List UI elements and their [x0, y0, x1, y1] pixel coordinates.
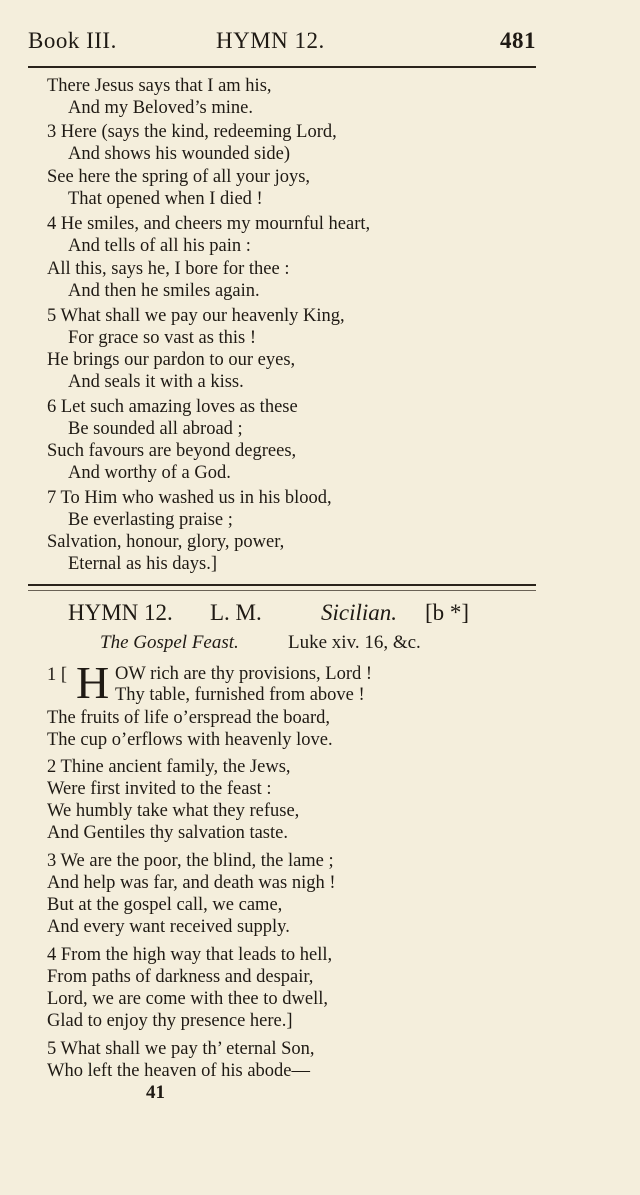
- verse-line: 5 What shall we pay our heavenly King,: [47, 306, 345, 326]
- verse-line: Eternal as his days.]: [68, 554, 217, 574]
- scripture-reference: Luke xiv. 16, &c.: [288, 632, 421, 653]
- book-label: Book III.: [28, 28, 117, 53]
- verse-line: 2 Thine ancient family, the Jews,: [47, 757, 291, 777]
- verse-line: Be everlasting praise ;: [68, 510, 233, 530]
- header-rule: [28, 66, 536, 68]
- verse-line: And tells of all his pain :: [68, 236, 251, 256]
- verse-line: And help was far, and death was nigh !: [47, 873, 336, 893]
- hymn-title: HYMN 12.: [68, 600, 173, 625]
- verse-line: And seals it with a kiss.: [68, 372, 244, 392]
- verse-line: Who left the heaven of his abode—: [47, 1061, 311, 1081]
- verse-line: From paths of darkness and despair,: [47, 967, 314, 987]
- verse-line: Salvation, honour, glory, power,: [47, 532, 285, 552]
- running-head: [28, 28, 536, 62]
- verse-line: And Gentiles thy salvation taste.: [47, 823, 288, 843]
- verse-line: That opened when I died !: [68, 189, 263, 209]
- verse-line: Thy table, furnished from above !: [115, 685, 365, 705]
- hymn-theme: The Gospel Feast.: [100, 632, 239, 653]
- verse-line: 4 He smiles, and cheers my mournful heart,: [47, 214, 371, 234]
- drop-cap: H: [76, 657, 110, 708]
- verse-line: Were first invited to the feast :: [47, 779, 272, 799]
- verse-line: But at the gospel call, we came,: [47, 895, 283, 915]
- hymn-meter: L. M.: [210, 600, 262, 625]
- verse-line: The cup o’erflows with heavenly love.: [47, 730, 333, 750]
- verse-line: He brings our pardon to our eyes,: [47, 350, 296, 370]
- verse-line: And then he smiles again.: [68, 281, 260, 301]
- verse-number: 1 [: [47, 665, 68, 685]
- verse-line: Glad to enjoy thy presence here.]: [47, 1011, 293, 1031]
- section-divider-thin: [28, 590, 536, 591]
- hymn-heading: [68, 600, 538, 630]
- verse-line: And worthy of a God.: [68, 463, 231, 483]
- verse-line: The fruits of life o’erspread the board,: [47, 708, 331, 728]
- verse-line: OW rich are thy provisions, Lord !: [115, 664, 373, 684]
- running-hymn-title: HYMN 12.: [216, 28, 325, 53]
- verse-line: See here the spring of all your joys,: [47, 167, 311, 187]
- hymn-mark: [b *]: [425, 600, 470, 625]
- verse-line: Lord, we are come with thee to dwell,: [47, 989, 328, 1009]
- verse-line: 3 Here (says the kind, redeeming Lord,: [47, 122, 337, 142]
- verse-line: Be sounded all abroad ;: [68, 419, 243, 439]
- verse-line: And every want received supply.: [47, 917, 290, 937]
- verse-line: For grace so vast as this !: [68, 328, 257, 348]
- verse-line: Such favours are beyond degrees,: [47, 441, 297, 461]
- verse-line: 4 From the high way that leads to hell,: [47, 945, 333, 965]
- verse-line: 3 We are the poor, the blind, the lame ;: [47, 851, 334, 871]
- verse-line: And shows his wounded side): [68, 144, 290, 164]
- verse-line: There Jesus says that I am his,: [47, 76, 272, 96]
- verse-line: 5 What shall we pay th’ eternal Son,: [47, 1039, 315, 1059]
- signature-mark: 41: [146, 1082, 165, 1103]
- hymn-tune: Sicilian.: [321, 600, 398, 625]
- verse-line: 6 Let such amazing loves as these: [47, 397, 298, 417]
- verse-line: And my Beloved’s mine.: [68, 98, 253, 118]
- verse-line: 7 To Him who washed us in his blood,: [47, 488, 332, 508]
- verse-line: We humbly take what they refuse,: [47, 801, 300, 821]
- page-number: 481: [500, 28, 536, 53]
- verse-line: All this, says he, I bore for thee :: [47, 259, 290, 279]
- hymn-subtitle: [100, 632, 540, 656]
